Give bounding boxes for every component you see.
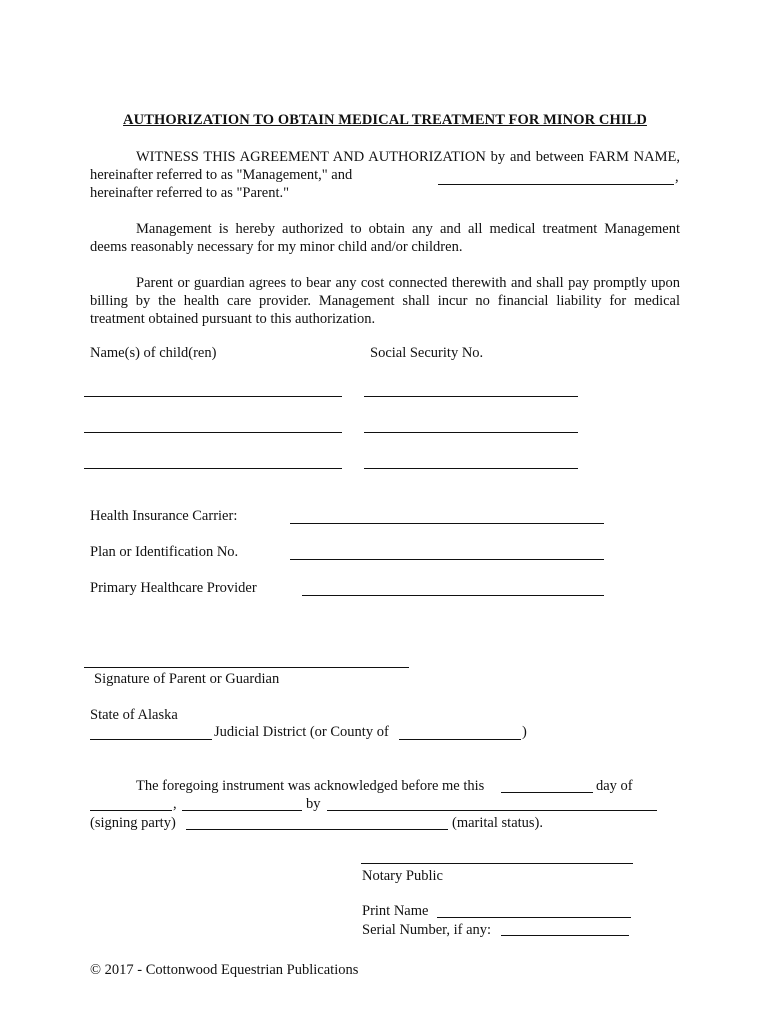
by-blank[interactable] (327, 810, 657, 811)
signing-party-blank[interactable] (186, 829, 448, 830)
plan-line[interactable] (290, 559, 604, 560)
signature-line[interactable] (84, 667, 409, 668)
ssn-line-1[interactable] (364, 396, 578, 397)
county-blank[interactable] (399, 739, 521, 740)
ssn-label: Social Security No. (370, 345, 484, 361)
marital-status-label: (marital status). (452, 815, 544, 831)
month-blank[interactable] (90, 810, 172, 811)
notary-signature-line[interactable] (361, 863, 633, 864)
judicial-district-label: Judicial District (or County of (214, 724, 389, 740)
provider-label: Primary Healthcare Provider (90, 580, 257, 596)
comma: , (675, 169, 679, 185)
child-name-line-1[interactable] (84, 396, 342, 397)
signing-party-label: (signing party) (90, 815, 176, 831)
child-name-line-3[interactable] (84, 468, 342, 469)
insurance-line[interactable] (290, 523, 604, 524)
print-name-label: Print Name (362, 903, 429, 919)
state-label: State of Alaska (90, 707, 178, 723)
by-label: by (306, 796, 321, 812)
plan-label: Plan or Identification No. (90, 544, 239, 560)
ack-text: The foregoing instrument was acknowledged before me this (136, 778, 485, 794)
district-blank[interactable] (90, 739, 212, 740)
management-paragraph (90, 220, 680, 256)
serial-number-blank[interactable] (501, 935, 629, 936)
provider-line[interactable] (302, 595, 604, 596)
management-text: Management is hereby authorized to obtain any and all medical treatment Management deems reasonably necessary for my minor child and/or children. (90, 221, 680, 255)
document-title: AUTHORIZATION TO OBTAIN MEDICAL TREATMENT FOR MINOR CHILD (123, 112, 647, 128)
print-name-blank[interactable] (437, 917, 631, 918)
witness-text: WITNESS THIS AGREEMENT AND AUTHORIZATION by and between FARM NAME, hereinafter referred to as "Management," and (90, 149, 680, 183)
witness-paragraph (90, 148, 680, 184)
ssn-line-3[interactable] (364, 468, 578, 469)
day-blank[interactable] (501, 792, 593, 793)
day-of-label: day of (596, 778, 633, 794)
ssn-line-2[interactable] (364, 432, 578, 433)
signature-label: Signature of Parent or Guardian (94, 671, 280, 687)
notary-public-label: Notary Public (362, 868, 443, 884)
copyright-footer: © 2017 - Cottonwood Equestrian Publications (90, 962, 359, 978)
serial-number-label: Serial Number, if any: (362, 922, 492, 938)
child-name-line-2[interactable] (84, 432, 342, 433)
parent-text: Parent or guardian agrees to bear any cost connected therewith and shall pay promptly upon billing by the health care provider. Management shall incur no financial liability for medical treatment obtained pursuant to this authorization. (90, 275, 680, 327)
witness-text-2: hereinafter referred to as "Parent." (90, 185, 290, 201)
children-label: Name(s) of child(ren) (90, 345, 217, 361)
close-paren: ) (522, 724, 527, 740)
parent-name-blank[interactable] (438, 184, 674, 185)
comma-2: , (173, 796, 177, 812)
year-blank[interactable] (182, 810, 302, 811)
parent-paragraph (90, 274, 680, 328)
insurance-label: Health Insurance Carrier: (90, 508, 238, 524)
